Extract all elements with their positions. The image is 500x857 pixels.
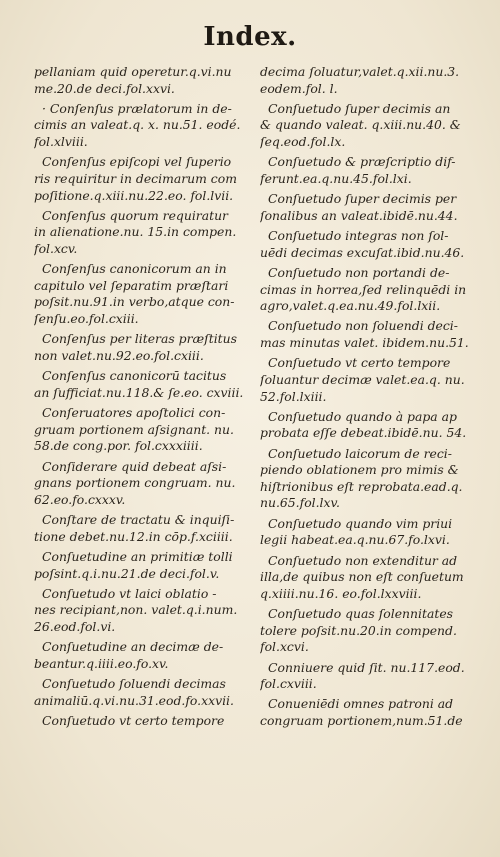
- index-entry: [260, 516, 472, 549]
- index-line: agro,valet.q.ea.nu.49.fol.lxii.: [260, 298, 441, 314]
- index-entry: [34, 586, 246, 636]
- index-line: Conniuere quid ſit. nu.117.eod.: [268, 659, 465, 675]
- index-line: Conſuetudo ſuper decimis an: [268, 100, 451, 116]
- index-line: poſsint.q.i.nu.21.de deci.fol.v.: [34, 565, 220, 581]
- index-line: Conſenſus epiſcopi vel ſuperio: [42, 154, 232, 170]
- index-line: Conſuetudo vt certo tempore: [42, 713, 225, 728]
- index-line: 62.eo.fo.cxxxv.: [34, 491, 126, 507]
- index-line: Conſenſus canonicorum an in: [42, 261, 227, 277]
- index-line: fol.cxviii.: [260, 676, 317, 692]
- index-line: congruam portionem,num.51.de: [260, 713, 463, 728]
- index-entry: [34, 261, 246, 327]
- index-entry: [34, 208, 246, 258]
- index-line: uēdi decimas excuſat.ibid.nu.46.: [260, 244, 465, 260]
- index-entry: [260, 355, 472, 405]
- index-entry: [260, 409, 472, 442]
- index-entry: [34, 512, 246, 545]
- index-line: Conueniēdi omnes patroni ad: [268, 696, 454, 712]
- index-line: nu.65.fol.lxv.: [260, 495, 340, 511]
- index-entry: [260, 154, 472, 187]
- index-line: hiſtrionibus eſt reprobata.ead.q.: [260, 478, 463, 494]
- index-line: piendo oblationem pro mimis &: [260, 462, 459, 478]
- index-line: tione debet.nu.12.in cōp.f.xciiii.: [34, 528, 233, 544]
- index-entry: [34, 331, 246, 364]
- index-line: ſoluantur decimæ valet.ea.q. nu.: [260, 371, 465, 387]
- index-line: cimas in horrea,ſed relinquēdi in: [260, 281, 467, 297]
- index-line: Conſuetudo vt certo tempore: [268, 355, 451, 371]
- page-title: Index.: [203, 22, 297, 52]
- index-entry: [260, 265, 472, 315]
- index-line: an ſufficiat.nu.118.& ſe.eo. cxviii.: [34, 384, 244, 400]
- index-line: beantur.q.iiii.eo.fo.xv.: [34, 655, 169, 671]
- index-line: 52.fol.lxiii.: [260, 388, 327, 404]
- index-line: Conſiderare quid debeat aſsi-: [42, 458, 227, 474]
- index-column-left: [34, 64, 246, 733]
- index-entry: [260, 191, 472, 224]
- index-line: decima ſoluatur,valet.q.xii.nu.3.: [260, 64, 460, 79]
- index-line: me.20.de deci.fol.xxvi.: [34, 80, 175, 96]
- index-line: & quando valeat. q.xiii.nu.40. &: [260, 117, 461, 133]
- index-entry: [260, 696, 472, 729]
- index-line: ſeq.eod.fol.lx.: [260, 134, 346, 150]
- index-entry: [34, 676, 246, 709]
- index-line: fol.xlviii.: [34, 134, 88, 150]
- index-line: Conſuetudine an decimæ de-: [42, 639, 224, 655]
- index-line: Conſuetudo quando à papa ap: [268, 408, 457, 424]
- index-line: probata eſſe debeat.ibidē.nu. 54.: [260, 425, 467, 441]
- index-line: pellaniam quid operetur.q.vi.nu: [34, 64, 232, 79]
- index-line: gnans portionem congruam. nu.: [34, 475, 236, 491]
- index-line: 58.de cong.por. fol.cxxxiiii.: [34, 438, 203, 454]
- index-line: fol.xcvi.: [260, 639, 309, 655]
- index-line: Conſuetudo non ſoluendi deci-: [268, 318, 458, 334]
- index-line: Conſenſus canonicorū tacitus: [42, 368, 227, 384]
- index-entry: [260, 606, 472, 656]
- index-line: ris requiritur in decimarum com: [34, 170, 237, 186]
- index-entry: [34, 368, 246, 401]
- index-entry: [34, 713, 246, 730]
- index-line: Conſuetudo non extenditur ad: [268, 552, 458, 568]
- index-entry: [260, 318, 472, 351]
- index-line: Conſuetudo quas ſolennitates: [268, 606, 454, 622]
- index-line: animaliū.q.vi.nu.31.eod.fo.xxvii.: [34, 692, 234, 708]
- index-entry: [34, 459, 246, 509]
- index-line: tolere poſsit.nu.20.in compend.: [260, 622, 457, 638]
- index-line: ſonalibus an valeat.ibidē.nu.44.: [260, 207, 458, 223]
- index-entry: [260, 228, 472, 261]
- index-line: ferunt.ea.q.nu.45.fol.lxi.: [260, 170, 412, 186]
- index-line: poſsit.nu.91.in verbo,atque con-: [34, 294, 235, 310]
- index-line: Conſenſus quorum requiratur: [42, 207, 228, 223]
- index-line: capitulo vel ſeparatim præſtari: [34, 277, 229, 293]
- index-line: cimis an valeat.q. x. nu.51. eodé.: [34, 117, 241, 133]
- index-entry: [34, 549, 246, 582]
- index-line: Conſtare de tractatu & inquiſi-: [42, 512, 235, 528]
- index-line: Conſenſus per literas præſtitus: [42, 331, 238, 347]
- index-line: ſenſu.eo.fol.cxiii.: [34, 311, 139, 327]
- index-column-right: [260, 64, 472, 733]
- index-line: Conſuetudo vt laici oblatio -: [42, 585, 217, 601]
- index-line: Conſuetudo ſoluendi decimas: [42, 676, 226, 692]
- index-line: · Conſenſus prælatorum in de-: [42, 100, 232, 116]
- index-line: 26.eod.fol.vi.: [34, 618, 116, 634]
- index-line: Conſuetudo non portandi de-: [268, 264, 450, 280]
- index-entry: [260, 660, 472, 693]
- index-entry: [34, 101, 246, 151]
- index-line: Conſuetudine an primitiæ tolli: [42, 548, 233, 564]
- index-entry: [260, 101, 472, 151]
- index-line: Conſuetudo ſuper decimis per: [268, 191, 457, 207]
- index-entry: [260, 446, 472, 512]
- index-entry: [34, 405, 246, 455]
- index-line: Conſuetudo quando vim priui: [268, 515, 453, 531]
- index-line: eodem.fol. l.: [260, 80, 338, 96]
- index-line: poſitione.q.xiii.nu.22.eo. fol.lvii.: [34, 187, 234, 203]
- index-line: Conſeruatores apoſtolici con-: [42, 405, 226, 421]
- index-line: illa,de quibus non eſt conſuetum: [260, 569, 464, 585]
- index-entry: [260, 64, 472, 97]
- index-line: Conſuetudo & præſcriptio dif-: [268, 154, 456, 170]
- index-entry: [260, 553, 472, 603]
- index-line: gruam portionem aſsignant. nu.: [34, 421, 234, 437]
- index-line: non valet.nu.92.eo.fol.cxiii.: [34, 347, 204, 363]
- index-line: in alienatione.nu. 15.in compen.: [34, 224, 237, 240]
- index-line: Conſuetudo laicorum de reci-: [268, 445, 452, 461]
- index-line: nes recipiant,non. valet.q.i.num.: [34, 602, 238, 618]
- index-line: mas minutas valet. ibidem.nu.51.: [260, 335, 469, 351]
- index-entry: [34, 639, 246, 672]
- index-entry: [34, 154, 246, 204]
- index-line: fol.xcv.: [34, 241, 78, 256]
- index-entry: [34, 64, 246, 97]
- index-line: Conſuetudo integras non ſol-: [268, 228, 449, 244]
- index-line: legii habeat.ea.q.nu.67.fo.lxvi.: [260, 532, 450, 548]
- index-line: q.xiiii.nu.16. eo.fol.lxxviii.: [260, 585, 422, 601]
